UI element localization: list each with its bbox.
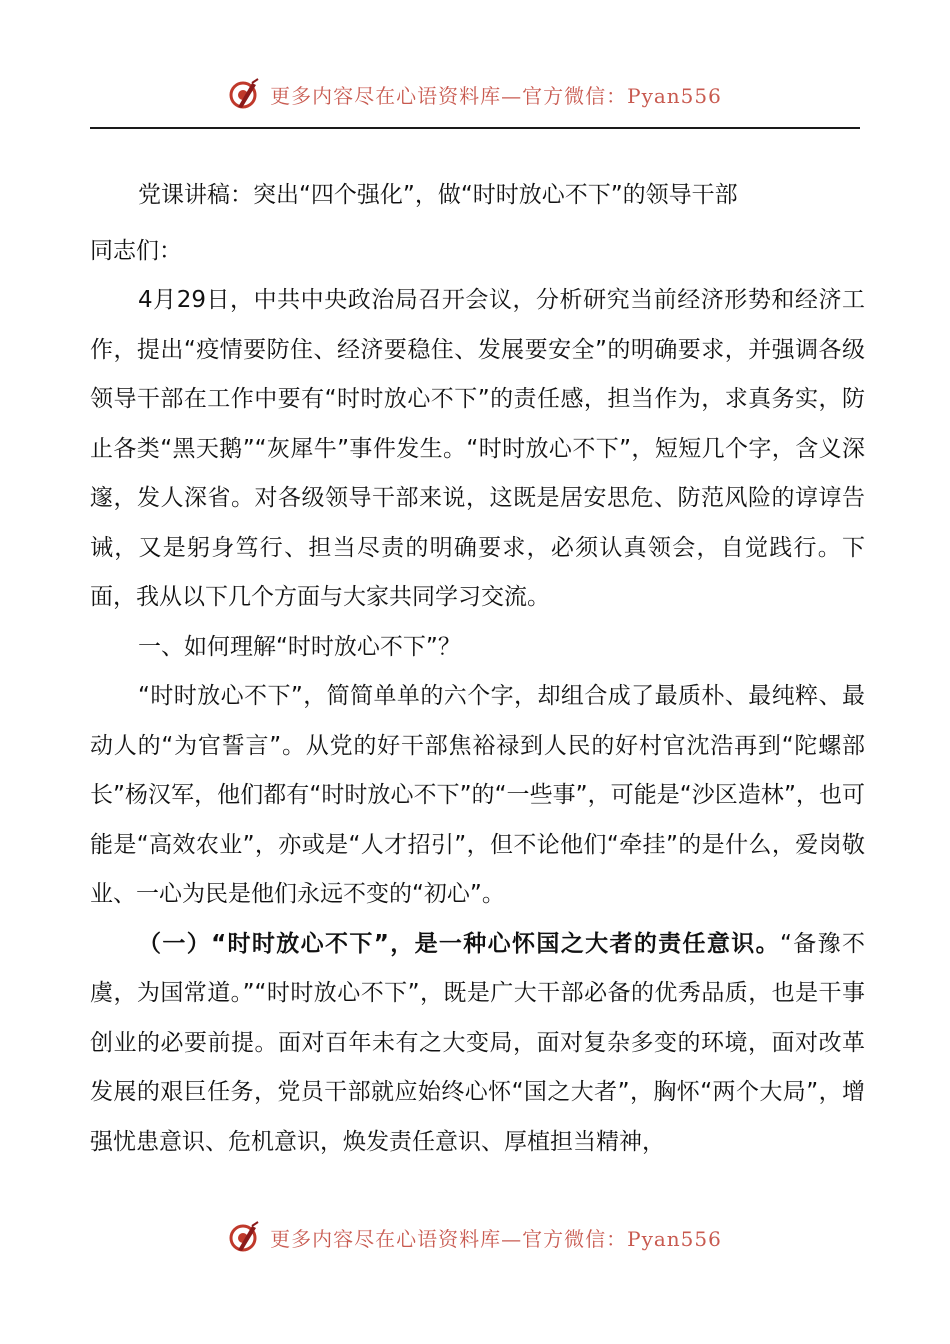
- footer-banner: [0, 1215, 950, 1259]
- paragraph-intro: 4月29日，中共中央政治局召开会议，分析研究当前经济形势和经济工作，提出“疫情要防住、经济要稳住、发展要安全”的明确要求，并强调各级领导干部在工作中要有“时时放心不下”的责任感，担当作为，求真务实，防止各类“黑天鹅”“灰犀牛”事件发生。“时时放心不下”，短短几个字，含义深邃，发人深省。对各级领导干部来说，这既是居安思危、防范风险的谆谆告诫，又是躬身笃行、担当尽责的明确要求，必须认真领会，自觉践行。下面，我从以下几个方面与大家共同学习交流。: [90, 287, 865, 610]
- document-body: [90, 170, 865, 1167]
- header-banner-text: 更多内容尽在心语资料库—官方微信：Pyan556: [270, 83, 722, 108]
- footer-banner-content: [228, 1220, 722, 1254]
- salutation: 同志们：: [90, 238, 182, 264]
- paragraph-explanation: “时时放心不下”，简简单单的六个字，却组合成了最质朴、最纯粹、最动人的“为官誓言”。从党的好干部焦裕禄到人民的好村官沈浩再到“陀螺部长”杨汉军，他们都有“时时放心不下”的“一些事”，可能是“沙区造林”，也可能是“高效农业”，亦或是“人才招引”，但不论他们“牵挂”的是什么，爱岗敬业、一心为民是他们永远不变的“初心”。: [90, 683, 865, 907]
- header-banner: [0, 72, 950, 116]
- footer-banner-text: 更多内容尽在心语资料库—官方微信：Pyan556: [270, 1226, 722, 1251]
- header-divider: [90, 127, 860, 129]
- pen-circle-icon: [228, 77, 262, 111]
- header-banner-content: [228, 77, 722, 111]
- subsection-1-heading: （一）“时时放心不下”，是一种心怀国之大者的责任意识。: [138, 930, 780, 957]
- paragraph-subsection-1: [90, 920, 865, 1168]
- section-heading: 一、如何理解“时时放心不下”？: [138, 633, 461, 660]
- document-title: 党课讲稿：突出“四个强化”，做“时时放心不下”的领导干部: [138, 182, 738, 208]
- pen-circle-icon: [228, 1220, 262, 1254]
- subsection-1-text: “备豫不虞，为国常道。”“时时放心不下”，既是广大干部必备的优秀品质，也是干事创业的必要前提。面对百年未有之大变局，面对复杂多变的环境，面对改革发展的艰巨任务，党员干部就应始终心怀“国之大者”，胸怀“两个大局”，增强忧患意识、危机意识，焕发责任意识、厚植担当精神，: [90, 930, 866, 1155]
